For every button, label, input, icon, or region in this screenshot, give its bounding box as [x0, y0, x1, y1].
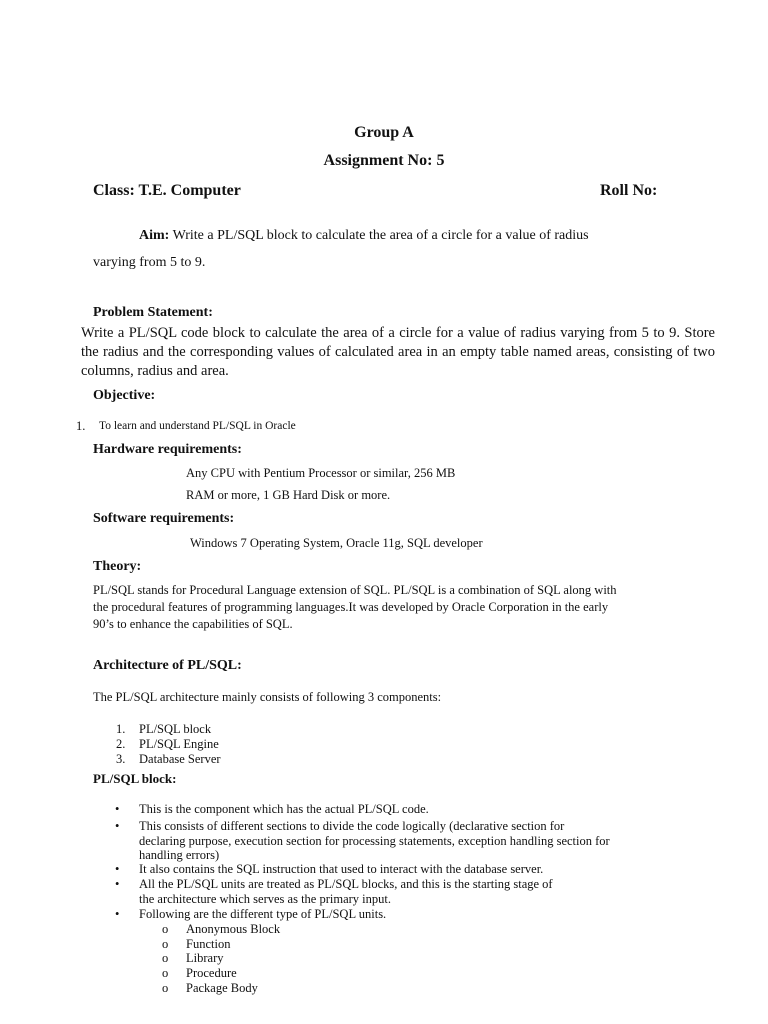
- bullet-text: the architecture which serves as the primary input.: [139, 892, 391, 906]
- objective-number: 1.: [76, 419, 86, 433]
- assignment-title: Assignment No: 5: [323, 152, 445, 169]
- bullet-text: All the PL/SQL units are treated as PL/SQL blocks, and this is the starting stage of: [139, 877, 553, 891]
- sub-bullet-icon: o: [162, 922, 169, 936]
- software-line-1: Windows 7 Operating System, Oracle 11g, SQL developer: [190, 536, 483, 550]
- roll-number-label: Roll No:: [600, 182, 658, 199]
- sub-bullet-icon: o: [162, 966, 169, 980]
- bullet-text: handling errors): [139, 848, 220, 862]
- sub-item: Procedure: [186, 966, 237, 980]
- class-label: Class: T.E. Computer: [93, 182, 241, 199]
- plsql-block-heading: PL/SQL block:: [93, 771, 177, 786]
- architecture-item-number: 1.: [116, 722, 126, 736]
- bullet-text: declaring purpose, execution section for processing statements, exception handling section for: [139, 834, 610, 848]
- sub-bullet-icon: o: [162, 937, 169, 951]
- sub-item: Library: [186, 951, 224, 965]
- aim-text-2: varying from 5 to 9.: [93, 255, 206, 270]
- bullet-icon: •: [115, 802, 120, 816]
- bullet-text: This consists of different sections to divide the code logically (declarative section for: [139, 819, 565, 833]
- bullet-text: Following are the different type of PL/SQL units.: [139, 907, 387, 921]
- theory-line-1: PL/SQL stands for Procedural Language extension of SQL. PL/SQL is a combination of SQL along with: [93, 583, 617, 597]
- sub-item: Function: [186, 937, 231, 951]
- architecture-item-number: 3.: [116, 752, 126, 766]
- bullet-text: It also contains the SQL instruction that used to interact with the database server.: [139, 862, 544, 876]
- problem-statement-text: Write a PL/SQL code block to calculate the area of a circle for a value of radius varying from 5 to 9. Store the radius and the corresponding values of calculated area in an empty table named areas, consisting of two columns, radius and area.: [81, 325, 715, 379]
- bullet-icon: •: [115, 907, 120, 921]
- architecture-item: PL/SQL Engine: [139, 737, 219, 751]
- bullet-icon: •: [115, 819, 120, 833]
- theory-line-2: the procedural features of programming languages.It was developed by Oracle Corporation in the early: [93, 600, 609, 614]
- architecture-item-number: 2.: [116, 737, 126, 751]
- objective-item: To learn and understand PL/SQL in Oracle: [99, 420, 296, 432]
- sub-item: Anonymous Block: [186, 922, 281, 936]
- theory-heading: Theory:: [93, 559, 142, 574]
- architecture-heading: Architecture of PL/SQL:: [93, 658, 242, 673]
- bullet-text: This is the component which has the actual PL/SQL code.: [139, 802, 429, 816]
- architecture-intro: The PL/SQL architecture mainly consists of following 3 components:: [93, 690, 442, 704]
- theory-line-3: 90’s to enhance the capabilities of SQL.: [93, 617, 293, 631]
- aim-label: Aim:: [139, 228, 170, 243]
- aim-line: [139, 228, 589, 244]
- objective-heading: Objective:: [93, 388, 156, 403]
- group-title: Group A: [354, 124, 414, 141]
- hardware-line-1: Any CPU with Pentium Processor or similar, 256 MB: [186, 466, 456, 480]
- sub-bullet-icon: o: [162, 951, 169, 965]
- bullet-icon: •: [115, 877, 120, 891]
- hardware-line-2: RAM or more, 1 GB Hard Disk or more.: [186, 488, 391, 502]
- sub-item: Package Body: [186, 981, 258, 995]
- bullet-icon: •: [115, 862, 120, 876]
- aim-text-1: Write a PL/SQL block to calculate the area of a circle for a value of radius: [172, 228, 589, 243]
- architecture-item: PL/SQL block: [139, 722, 212, 736]
- problem-statement-heading: Problem Statement:: [93, 305, 213, 320]
- architecture-item: Database Server: [139, 752, 221, 766]
- software-heading: Software requirements:: [93, 511, 235, 526]
- hardware-heading: Hardware requirements:: [93, 442, 242, 457]
- sub-bullet-icon: o: [162, 981, 169, 995]
